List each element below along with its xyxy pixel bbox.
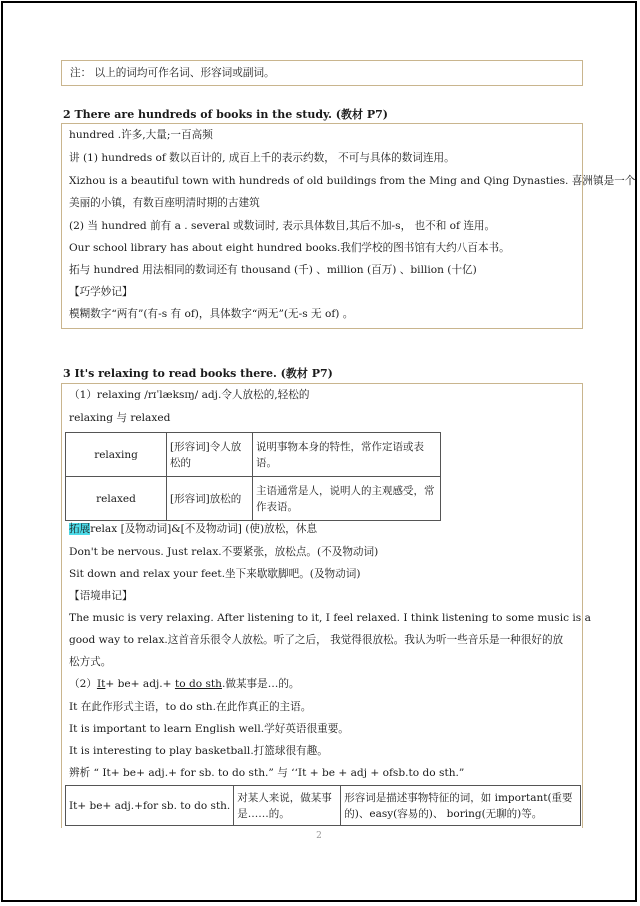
section3-box [61,383,591,828]
section2-box [61,123,636,329]
pattern-suffix: .做某事是…的。 [221,678,300,690]
section2-line: 美丽的小镇，有数百座明清时期的古建筑 [69,197,260,209]
section2-line: Our school library has about eight hundred books.我们学校的图书馆有大约八百本书。 [69,242,510,254]
section3-line: 松方式。 [69,656,112,668]
tuozhan-tag: 拓展 [69,523,91,535]
note-box [61,60,583,86]
table-cell-word: relaxed [66,477,167,521]
section2-line: 【巧学妙记】 [69,286,133,298]
section2-line: Xizhou is a beautiful town with hundreds of old buildings from the Ming and Qing Dynasties. 喜洲镇是一个 [69,175,636,187]
pattern-todo: to do sth [174,678,222,690]
tuozhan-line [69,522,317,536]
section3-heading: 3 It's relaxing to read books there. (教材 P7) [63,367,333,380]
table-cell-pos: [形容词]令人放松的 [167,433,253,477]
section3-line: Sit down and relax your feet.坐下来歇歇脚吧。(及物动词) [69,568,361,580]
table-cell-pos: [形容词]放松的 [167,477,253,521]
section2-line: (2) 当 hundred 前有 a . several 或数词时, 表示具体数目,其后不加-s， 也不和 of 连用。 [69,220,496,232]
section3-line: It 在此作形式主语，to do sth.在此作真正的主语。 [69,701,312,713]
section2-line: 模糊数字“两有”(有-s 有 of)，具体数字“两无”(无-s 无 of) 。 [69,308,354,320]
section3-line: It is interesting to play basketball.打篮球很有趣。 [69,745,328,757]
pattern-mid: + be+ adj.+ [105,678,175,690]
table-cell-word: relaxing [66,433,167,477]
table-cell-pattern: It+ be+ adj.+for sb. to do sth. [66,786,234,826]
section3-line: good way to relax.这首音乐很令人放松。听了之后， 我觉得很放松。我认为听一些音乐是一种很好的放 [69,634,564,646]
pattern-it: It [96,678,106,690]
pattern-line [69,677,300,691]
section3-line: 【语境串记】 [69,590,133,602]
section2-heading: 2 There are hundreds of books in the study. (教材 P7) [63,108,388,121]
section2-line: 拓与 hundred 用法相同的数词还有 thousand (千) 、million (百万) 、billion (十亿) [69,264,477,276]
page-number: 2 [316,831,322,841]
table-cell-note: 形容词是描述事物特征的词，如 important(重要的)、easy(容易的)、 boring(无聊的)等。 [341,786,581,826]
note-text: 注： 以上的词均可作名词、形容词或副词。 [70,67,275,79]
relaxing-relaxed-table [65,432,441,521]
document-page [1,1,637,902]
table-cell-meaning: 对某人来说，做某事是……的。 [234,786,341,826]
tuozhan-text: relax [及物动词]&[不及物动词] (使)放松，休息 [90,523,318,535]
section3-line: The music is very relaxing. After listening to it, I feel relaxed. I think listening to some music is a [69,612,591,624]
section2-line: 讲 (1) hundreds of 数以百计的, 成百上千的表示约数， 不可与具体的数词连用。 [69,152,455,164]
table-row [66,433,441,477]
section2-line: hundred .许多,大量;一百高频 [69,129,213,141]
table-cell-desc: 说明事物本身的特性，常作定语或表语。 [253,433,441,477]
pattern-comparison-table [65,785,581,826]
table-row [66,477,441,521]
table-row [66,786,581,826]
pattern-prefix: （2） [69,678,97,690]
section3-line: relaxing 与 relaxed [69,412,171,424]
section3-line: （1）relaxing /rɪˈlæksɪŋ/ adj.令人放松的,轻松的 [69,389,310,401]
table-cell-desc: 主语通常是人，说明人的主观感受，常作表语。 [253,477,441,521]
section3-line: Don't be nervous. Just relax.不要紧张，放松点。(不及物动词) [69,546,379,558]
section3-line: It is important to learn English well.学好英语很重要。 [69,723,349,735]
section3-line: 辨析 “ It+ be+ adj.+ for sb. to do sth.” 与 ‘‘It + be + adj + ofsb.to do sth.” [69,767,465,779]
